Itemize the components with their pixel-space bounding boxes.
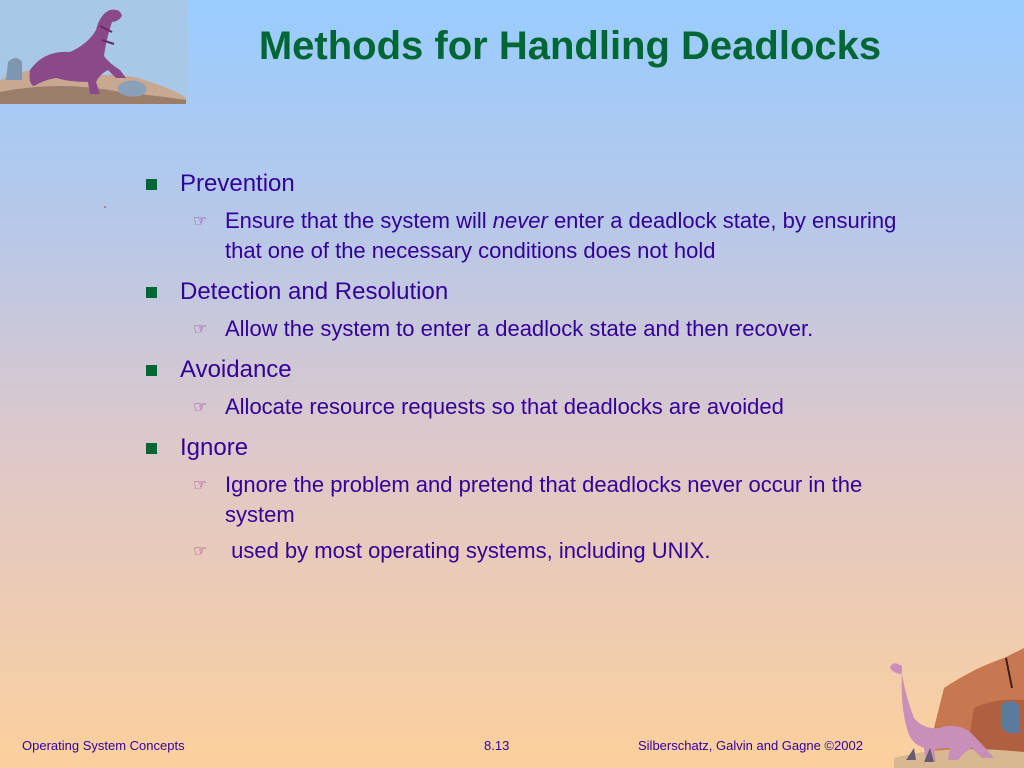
bullet-prevention: [142, 168, 922, 200]
sub-bullet: [142, 392, 905, 422]
square-bullet-icon: [146, 179, 157, 190]
sub-bullet: [142, 470, 905, 530]
sub-bullet: [142, 536, 905, 566]
sub-bullet-text: enter a deadlock state, by ensuring that one of the necessary conditions does not hold: [225, 208, 897, 263]
slide-title: Methods for Handling Deadlocks: [258, 24, 882, 68]
sub-bullet-text: used by most operating systems, including UNIX.: [225, 538, 711, 563]
footer-slide-number: 8.13: [484, 738, 510, 753]
pointing-hand-icon: ☞: [193, 397, 208, 416]
footer-copyright: Silberschatz, Galvin and Gagne ©2002: [638, 738, 863, 753]
bullet-label: Ignore: [180, 434, 249, 461]
bullet-avoidance: [142, 354, 922, 386]
bullet-ignore: [142, 432, 922, 464]
square-bullet-icon: [146, 287, 157, 298]
square-bullet-icon: [146, 365, 157, 376]
bullet-list: [142, 168, 922, 566]
footer-course-title: Operating System Concepts: [22, 738, 185, 753]
sub-bullet: [142, 206, 905, 266]
square-bullet-icon: [146, 443, 157, 454]
pointing-hand-icon: ☞: [193, 475, 208, 494]
bullet-label: Prevention: [180, 170, 295, 197]
dinosaur-bottom-right-icon: [884, 648, 1024, 768]
pointing-hand-icon: ☞: [193, 541, 208, 560]
emphasis-never: never: [492, 208, 548, 233]
bullet-detection-resolution: [142, 276, 922, 308]
sub-bullet: [142, 314, 825, 344]
pointing-hand-icon: ☞: [193, 211, 208, 230]
sub-bullet-text: Allow the system to enter a deadlock state and then recover.: [225, 316, 814, 341]
artifact-speck: [104, 206, 106, 208]
pointing-hand-icon: ☞: [193, 319, 208, 338]
sub-bullet-text: Allocate resource requests so that deadlocks are avoided: [225, 394, 784, 419]
dinosaur-top-left-icon: [0, 0, 188, 104]
bullet-label: Avoidance: [180, 356, 292, 383]
sub-bullet-text: Ignore the problem and pretend that deadlocks never occur in the system: [225, 472, 863, 527]
sub-bullet-text: Ensure that the system will: [225, 208, 493, 233]
bullet-label: Detection and Resolution: [180, 278, 449, 305]
